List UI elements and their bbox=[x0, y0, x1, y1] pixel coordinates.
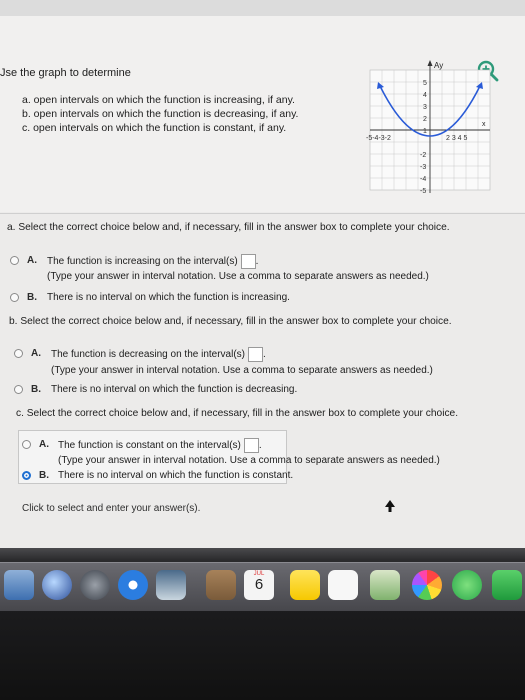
option-letter: B. bbox=[31, 384, 41, 395]
launchpad-rocket-icon[interactable] bbox=[80, 570, 110, 600]
maps-icon[interactable] bbox=[370, 570, 400, 600]
part-c-option-b: There is no interval on which the function is constant. bbox=[58, 470, 294, 481]
siri-icon[interactable] bbox=[42, 570, 72, 600]
option-letter: A. bbox=[39, 439, 49, 450]
messages-icon[interactable] bbox=[452, 570, 482, 600]
y-tick-label: 4 bbox=[423, 92, 427, 99]
y-tick-label: -2 bbox=[420, 152, 427, 159]
calendar-day: 6 bbox=[254, 576, 264, 593]
photo-preview-icon[interactable] bbox=[156, 570, 186, 600]
option-text: The function is increasing on the interval(s) bbox=[47, 256, 238, 268]
task-c: c. open intervals on which the function is constant, if any. bbox=[22, 122, 287, 134]
part-a-option-a bbox=[47, 254, 258, 269]
option-text: The function is decreasing on the interval(s) bbox=[51, 349, 245, 361]
y-tick-label: 2 bbox=[423, 116, 427, 123]
top-bar bbox=[0, 0, 525, 17]
task-a: a. open intervals on which the function is increasing, if any. bbox=[22, 94, 295, 106]
part-a-answer-box[interactable] bbox=[241, 254, 256, 269]
task-b: b. open intervals on which the function is decreasing, if any. bbox=[22, 108, 299, 120]
part-c-option-a-radio[interactable] bbox=[22, 440, 31, 449]
safari-compass-icon[interactable] bbox=[118, 570, 148, 600]
y-tick-label: 5 bbox=[423, 80, 427, 87]
part-a-hint: (Type your answer in interval notation. Use a comma to separate answers as needed.) bbox=[47, 271, 429, 282]
period: . bbox=[255, 256, 259, 268]
part-c-hint: (Type your answer in interval notation. Use a comma to separate answers as needed.) bbox=[58, 455, 440, 466]
part-c-heading: c. Select the correct choice below and, if necessary, fill in the answer box to complete your choice. bbox=[16, 408, 459, 419]
finder-icon[interactable] bbox=[4, 570, 34, 600]
part-b-heading: b. Select the correct choice below and, if necessary, fill in the answer box to complete your choice. bbox=[9, 316, 452, 327]
x-axis-label: x bbox=[482, 121, 486, 128]
y-tick-label: 3 bbox=[423, 104, 427, 111]
part-c-option-a bbox=[58, 438, 262, 453]
photos-icon[interactable] bbox=[412, 570, 442, 600]
option-letter: B. bbox=[27, 292, 37, 303]
option-letter: A. bbox=[27, 255, 37, 266]
calendar-month: JUL bbox=[253, 571, 265, 577]
calendar-icon[interactable] bbox=[244, 570, 274, 600]
part-b-hint: (Type your answer in interval notation. Use a comma to separate answers as needed.) bbox=[51, 365, 433, 376]
x-tick-labels-positive: 2 3 4 5 bbox=[446, 135, 468, 142]
part-c-answer-box[interactable] bbox=[244, 438, 259, 453]
function-graph bbox=[360, 58, 495, 198]
mouse-cursor-icon bbox=[385, 500, 395, 512]
option-letter: A. bbox=[31, 348, 41, 359]
facetime-icon[interactable] bbox=[492, 570, 522, 600]
y-tick-label: -5 bbox=[420, 188, 427, 195]
part-a-heading: a. Select the correct choice below and, if necessary, fill in the answer box to complete your choice. bbox=[7, 222, 450, 233]
part-b-option-a-radio[interactable] bbox=[14, 349, 23, 358]
part-a-option-b-radio[interactable] bbox=[10, 293, 19, 302]
y-tick-label: 1 bbox=[423, 128, 427, 135]
option-letter: B. bbox=[39, 470, 49, 481]
part-a-option-b: There is no interval on which the function is increasing. bbox=[47, 292, 290, 303]
part-c-option-b-radio-selected[interactable] bbox=[22, 471, 31, 480]
part-b-option-a bbox=[51, 347, 266, 362]
contacts-book-icon[interactable] bbox=[206, 570, 236, 600]
period: . bbox=[258, 440, 262, 452]
y-tick-label: -4 bbox=[420, 176, 427, 183]
x-tick-labels-negative: -5-4-3-2 bbox=[366, 135, 391, 142]
period: . bbox=[263, 349, 266, 361]
notes-icon[interactable] bbox=[290, 570, 320, 600]
question-intro: Jse the graph to determine bbox=[0, 67, 131, 79]
section-divider bbox=[0, 213, 525, 214]
part-b-option-b: There is no interval on which the function is decreasing. bbox=[51, 384, 298, 395]
reminders-icon[interactable] bbox=[328, 570, 358, 600]
instruction-footer: Click to select and enter your answer(s). bbox=[22, 503, 201, 514]
part-a-option-a-radio[interactable] bbox=[10, 256, 19, 265]
part-b-answer-box[interactable] bbox=[248, 347, 263, 362]
part-b-option-b-radio[interactable] bbox=[14, 385, 23, 394]
y-axis-label: Ay bbox=[434, 61, 444, 70]
option-text: The function is constant on the interval(s) bbox=[58, 440, 241, 452]
y-tick-label: -3 bbox=[420, 164, 427, 171]
